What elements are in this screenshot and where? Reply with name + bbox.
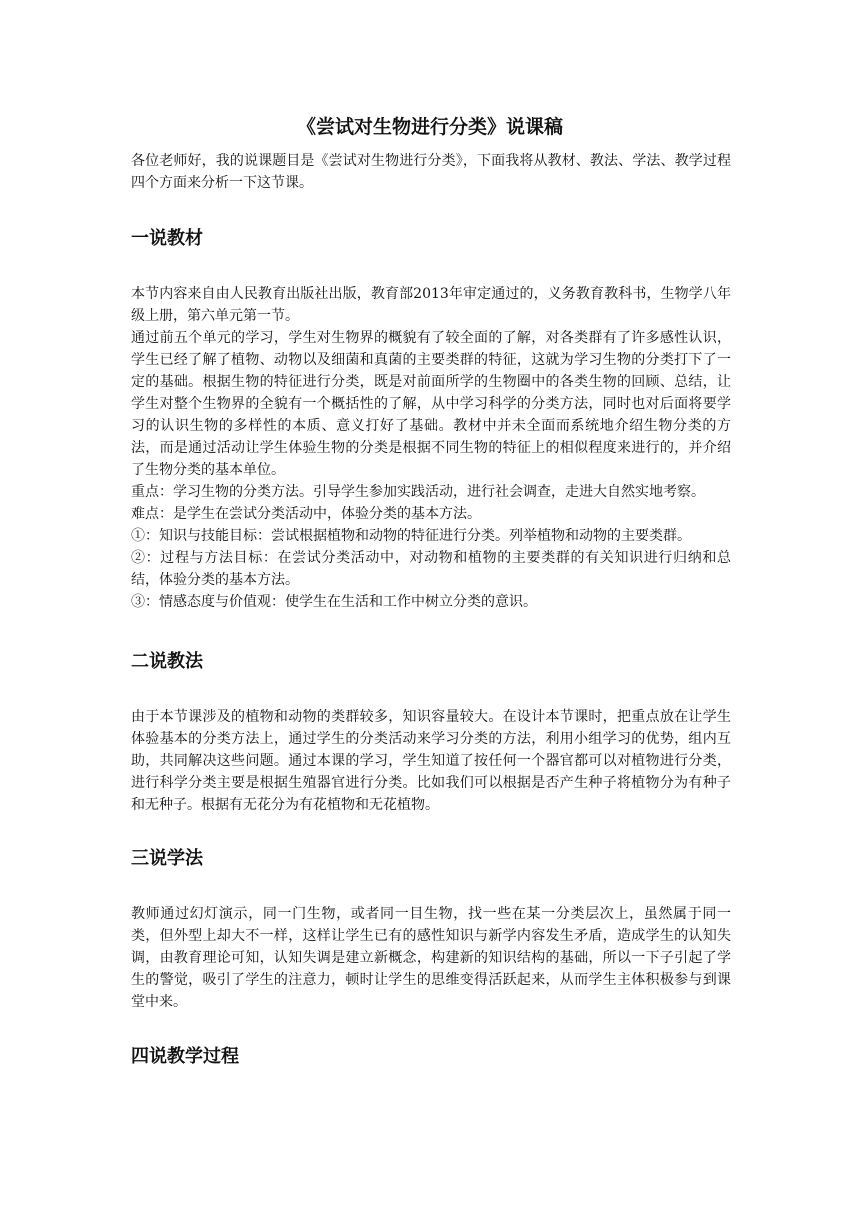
section-body-learning-method [131,903,731,1013]
goal-attitude: ③：情感态度与价值观：使学生在生活和工作中树立分类的意识。 [131,594,537,610]
paragraph: 本节内容来自由人民教育出版社出版，教育部2013年审定通过的，义务教育教科书，生物学八年级上册，第六单元第一节。 [131,286,731,324]
difficult-point: 难点：是学生在尝试分类活动中，体验分类的基本方法。 [131,506,481,522]
section-body-teaching-method [131,706,731,816]
section-heading-teaching-method: 二说教法 [131,651,203,672]
paragraph: 由于本节课涉及的植物和动物的类群较多，知识容量较大。在设计本节课时，把重点放在让学生体验基本的分类方法上，通过学生的分类活动来学习分类的方法，利用小组学习的优势，组内互助，共同解决这些问题。通过本课的学习，学生知道了按任何一个器官都可以对植物进行分类，进行科学分类主要是根据生殖器官进行分类。比如我们可以根据是否产生种子将植物分为有种子和无种子。根据有无花分为有花植物和无花植物。 [131,709,731,813]
section-heading-teaching-material: 一说教材 [131,228,203,249]
section-body-teaching-material [131,283,731,613]
section-heading-teaching-process: 四说教学过程 [131,1046,239,1067]
goal-knowledge: ①：知识与技能目标：尝试根据植物和动物的特征进行分类。列举植物和动物的主要类群。 [131,528,691,544]
key-point: 重点：学习生物的分类方法。引导学生参加实践活动，进行社会调查，走进大自然实地考察。 [131,484,705,500]
paragraph: 通过前五个单元的学习，学生对生物界的概貌有了较全面的了解，对各类群有了许多感性认识，学生已经了解了植物、动物以及细菌和真菌的主要类群的特征，这就为学习生物的分类打下了一定的基础。根据生物的特征进行分类，既是对前面所学的生物圈中的各类生物的回顾、总结，让学生对整个生物界的全貌有一个概括性的了解，从中学习科学的分类方法，同时也对后面将要学习的认识生物的多样性的本质、意义打好了基础。教材中并未全面而系统地介绍生物分类的方法，而是通过活动让学生体验生物的分类是根据不同生物的特征上的相似程度来进行的，并介绍了生物分类的基本单位。 [131,330,731,478]
paragraph: 教师通过幻灯演示，同一门生物，或者同一目生物，找一些在某一分类层次上，虽然属于同一类，但外型上却大不一样，这样让学生已有的感性知识与新学内容发生矛盾，造成学生的认知失调，由教育理论可知，认知失调是建立新概念，构建新的知识结构的基础，所以一下子引起了学生的警觉，吸引了学生的注意力，顿时让学生的思维变得活跃起来，从而学生主体积极参与到课堂中来。 [131,906,731,1010]
page-title: 《尝试对生物进行分类》说课稿 [296,116,563,138]
section-heading-learning-method: 三说学法 [131,848,203,869]
intro-paragraph: 各位老师好，我的说课题目是《尝试对生物进行分类》，下面我将从教材、教法、学法、教学过程四个方面来分析一下这节课。 [131,153,731,191]
goal-process: ②：过程与方法目标：在尝试分类活动中，对动物和植物的主要类群的有关知识进行归纳和总结，体验分类的基本方法。 [131,550,731,588]
